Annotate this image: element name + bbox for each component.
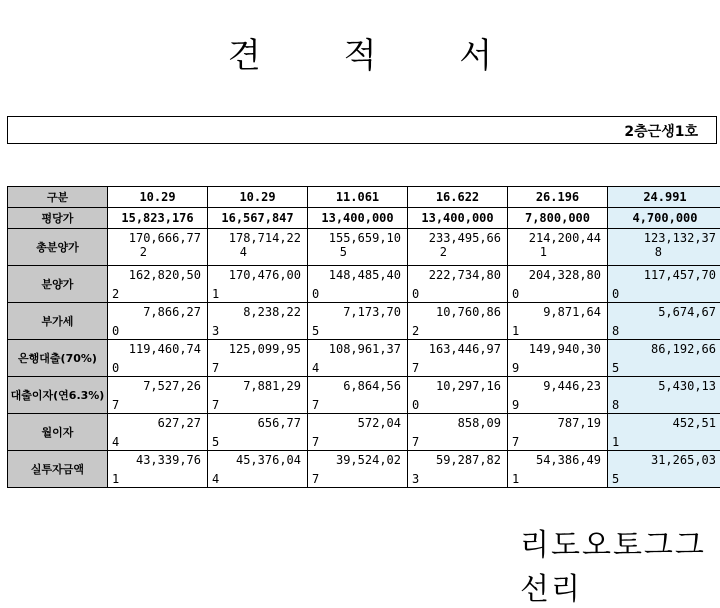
cell-value-tail: 7 — [312, 472, 319, 486]
table-cell — [208, 340, 308, 377]
table-cell — [108, 377, 208, 414]
cell-value-main: 119,460,74 — [129, 342, 201, 356]
cell-value-main: 787,19 — [558, 416, 601, 430]
cell-value-main: 627,27 — [158, 416, 201, 430]
header-cell: 구분 — [8, 187, 108, 208]
table-cell: 13,400,000 — [408, 208, 508, 229]
estimate-table — [7, 186, 720, 488]
table-cell — [308, 229, 408, 266]
cell-value-main: 43,339,76 — [136, 453, 201, 467]
table-cell — [208, 377, 308, 414]
cell-value-tail: 0 — [412, 398, 419, 412]
cell-value-tail: 0 — [412, 287, 419, 301]
table-cell — [508, 229, 608, 266]
cell-value-tail: 9 — [512, 361, 519, 375]
cell-value-main: 125,099,95 — [229, 342, 301, 356]
cell-value-tail: 7 — [512, 435, 519, 449]
table-cell — [508, 377, 608, 414]
table-cell — [208, 303, 308, 340]
header-row — [8, 187, 720, 208]
cell-value-main: 7,527,26 — [143, 379, 201, 393]
table-cell: 13,400,000 — [308, 208, 408, 229]
header-cell: 24.991 — [608, 187, 720, 208]
unit-label: 2층근생1호 — [624, 121, 698, 141]
row-label: 월이자 — [8, 414, 108, 451]
cell-value-main: 10,760,86 — [436, 305, 501, 319]
table-cell — [608, 229, 720, 266]
row-label: 총분양가 — [8, 229, 108, 266]
cell-value-tail: 0 — [612, 287, 619, 301]
cell-value-main: 148,485,40 — [329, 268, 401, 282]
table-cell — [608, 414, 720, 451]
cell-value-main: 7,881,29 — [243, 379, 301, 393]
cell-value-tail: 7 — [112, 398, 119, 412]
cell-value-main: 8,238,22 — [243, 305, 301, 319]
cell-value-main: 7,173,70 — [343, 305, 401, 319]
cell-value-tail: 5 — [312, 324, 319, 338]
cell-value-main: 5,430,13 — [658, 379, 716, 393]
cell-value-main: 5,674,67 — [658, 305, 716, 319]
cell-value-main: 123,132,37 — [644, 231, 716, 245]
table-cell — [308, 414, 408, 451]
cell-value-tail: 8 — [612, 324, 619, 338]
table-cell — [408, 303, 508, 340]
cell-value-tail: 7 — [212, 361, 219, 375]
cell-value-main: 45,376,04 — [236, 453, 301, 467]
table-cell — [308, 303, 408, 340]
cell-value-main: 572,04 — [358, 416, 401, 430]
cell-value-tail: 1 — [512, 472, 519, 486]
table-cell: 15,823,176 — [108, 208, 208, 229]
cell-value-main: 170,476,00 — [229, 268, 301, 282]
cell-value-tail: 7 — [312, 398, 319, 412]
unit-info-box — [7, 116, 717, 144]
table-cell — [508, 451, 608, 488]
cell-value-main: 149,940,30 — [529, 342, 601, 356]
header-cell: 10.29 — [108, 187, 208, 208]
cell-value-main: 6,864,56 — [343, 379, 401, 393]
table-cell — [408, 377, 508, 414]
cell-value-main: 170,666,77 — [129, 231, 201, 245]
table-cell — [408, 229, 508, 266]
table-row — [8, 229, 720, 266]
header-cell: 11.061 — [308, 187, 408, 208]
cell-value-tail: 8 — [655, 245, 662, 259]
table-cell — [508, 303, 608, 340]
cell-value-tail: 7 — [412, 435, 419, 449]
cell-value-tail: 7 — [212, 398, 219, 412]
table-cell: 4,700,000 — [608, 208, 720, 229]
cell-value-main: 155,659,10 — [329, 231, 401, 245]
table-row — [8, 266, 720, 303]
table-cell — [408, 266, 508, 303]
table-cell — [108, 340, 208, 377]
table-cell — [308, 340, 408, 377]
header-cell: 26.196 — [508, 187, 608, 208]
table-row — [8, 451, 720, 488]
cell-value-tail: 1 — [212, 287, 219, 301]
cell-value-tail: 0 — [512, 287, 519, 301]
header-cell: 16.622 — [408, 187, 508, 208]
page-title: 견 적 서 — [0, 28, 720, 77]
table-cell — [308, 266, 408, 303]
cell-value-tail: 2 — [140, 245, 147, 259]
cell-value-main: 222,734,80 — [429, 268, 501, 282]
cell-value-tail: 1 — [112, 472, 119, 486]
table-row — [8, 340, 720, 377]
table-row — [8, 303, 720, 340]
cell-value-tail: 3 — [212, 324, 219, 338]
table-row — [8, 377, 720, 414]
table-cell — [608, 340, 720, 377]
header-cell: 10.29 — [208, 187, 308, 208]
table-cell — [308, 451, 408, 488]
table-cell — [308, 377, 408, 414]
cell-value-tail: 5 — [612, 472, 619, 486]
row-label: 은행대출(70%) — [8, 340, 108, 377]
cell-value-main: 31,265,03 — [651, 453, 716, 467]
row-label: 부가세 — [8, 303, 108, 340]
cell-value-main: 656,77 — [258, 416, 301, 430]
row-label: 대출이자(연6.3%) — [8, 377, 108, 414]
cell-value-tail: 5 — [612, 361, 619, 375]
table-cell — [608, 266, 720, 303]
cell-value-tail: 0 — [312, 287, 319, 301]
cell-value-tail: 4 — [240, 245, 247, 259]
cell-value-main: 162,820,50 — [129, 268, 201, 282]
cell-value-tail: 7 — [312, 435, 319, 449]
cell-value-tail: 4 — [212, 472, 219, 486]
table-cell — [608, 303, 720, 340]
cell-value-main: 59,287,82 — [436, 453, 501, 467]
cell-value-tail: 0 — [112, 324, 119, 338]
cell-value-main: 163,446,97 — [429, 342, 501, 356]
cell-value-tail: 5 — [340, 245, 347, 259]
cell-value-tail: 9 — [512, 398, 519, 412]
cell-value-tail: 2 — [440, 245, 447, 259]
table-cell — [108, 414, 208, 451]
row-label: 평당가 — [8, 208, 108, 229]
table-cell — [508, 414, 608, 451]
cell-value-main: 178,714,22 — [229, 231, 301, 245]
table-cell — [408, 414, 508, 451]
table-cell — [208, 229, 308, 266]
row-label: 실투자금액 — [8, 451, 108, 488]
table-cell — [108, 451, 208, 488]
table-cell: 7,800,000 — [508, 208, 608, 229]
table-cell — [508, 266, 608, 303]
cell-value-tail: 1 — [512, 324, 519, 338]
cell-value-main: 9,446,23 — [543, 379, 601, 393]
cell-value-tail: 4 — [312, 361, 319, 375]
cell-value-tail: 1 — [612, 435, 619, 449]
cell-value-main: 108,961,37 — [329, 342, 401, 356]
table-cell — [608, 377, 720, 414]
cell-value-tail: 3 — [412, 472, 419, 486]
table-cell — [208, 414, 308, 451]
cell-value-main: 9,871,64 — [543, 305, 601, 319]
cell-value-main: 54,386,49 — [536, 453, 601, 467]
table-cell — [208, 266, 308, 303]
footer-text: 리도오토그그선리 — [520, 520, 720, 608]
cell-value-main: 86,192,66 — [651, 342, 716, 356]
cell-value-tail: 0 — [112, 361, 119, 375]
table-cell — [608, 451, 720, 488]
cell-value-tail: 8 — [612, 398, 619, 412]
cell-value-main: 39,524,02 — [336, 453, 401, 467]
cell-value-tail: 2 — [112, 287, 119, 301]
cell-value-tail: 1 — [540, 245, 547, 259]
row-label: 분양가 — [8, 266, 108, 303]
table-cell — [508, 340, 608, 377]
cell-value-main: 7,866,27 — [143, 305, 201, 319]
table-cell — [108, 303, 208, 340]
cell-value-main: 204,328,80 — [529, 268, 601, 282]
table-row — [8, 414, 720, 451]
table-cell — [108, 266, 208, 303]
cell-value-tail: 5 — [212, 435, 219, 449]
cell-value-main: 858,09 — [458, 416, 501, 430]
cell-value-main: 233,495,66 — [429, 231, 501, 245]
cell-value-main: 117,457,70 — [644, 268, 716, 282]
table-cell — [108, 229, 208, 266]
cell-value-tail: 7 — [412, 361, 419, 375]
cell-value-main: 10,297,16 — [436, 379, 501, 393]
table-cell — [208, 451, 308, 488]
table-cell — [408, 340, 508, 377]
price-per-pyeong-row — [8, 208, 720, 229]
cell-value-main: 214,200,44 — [529, 231, 601, 245]
table-cell: 16,567,847 — [208, 208, 308, 229]
table-cell — [408, 451, 508, 488]
cell-value-tail: 2 — [412, 324, 419, 338]
cell-value-tail: 4 — [112, 435, 119, 449]
cell-value-main: 452,51 — [673, 416, 716, 430]
